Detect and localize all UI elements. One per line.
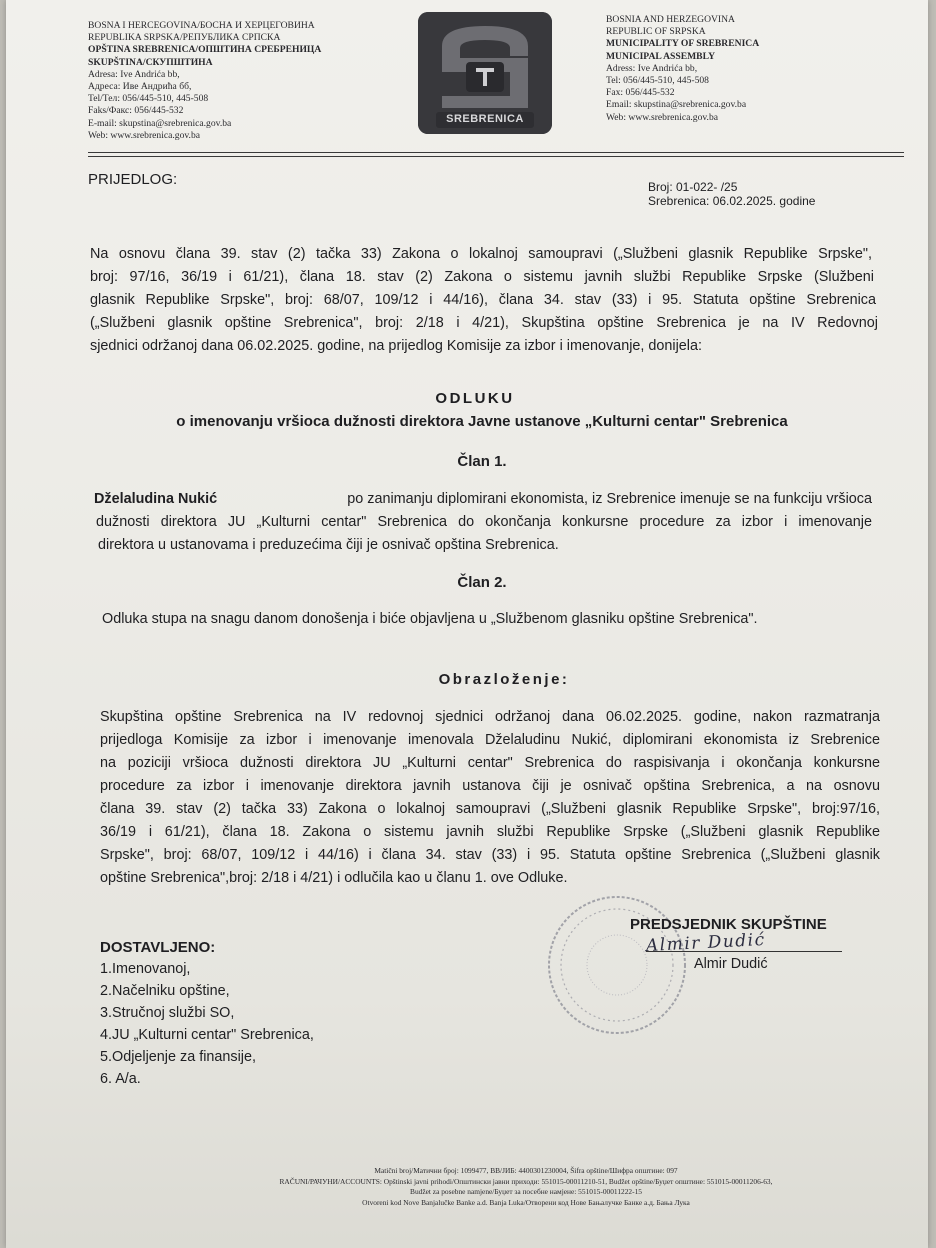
header-divider [88, 152, 904, 153]
rationale-line: opštine Srebrenica",broj: 2/18 i 4/21) i odlučila kao u članu 1. ove Odluke. [100, 870, 568, 886]
article-1-line: direktora u ustanovama i preduzećima čiji je osnivač opština Srebrenica. [98, 537, 559, 553]
letterhead-line: SKUPŠTINA/СКУПШТИНА [88, 56, 213, 68]
signature-title: PREDSJEDNIK SKUPŠTINE [630, 916, 827, 933]
article-1-line [94, 488, 872, 512]
document-page [6, 0, 928, 1248]
preamble-line: („Službeni glasnik opštine Srebrenica", broj: 2/18 i 4/21), Skupština opštine Srebrenica je na IV Redovnoj [90, 315, 878, 331]
signatory-name: Almir Dudić [694, 956, 768, 972]
letterhead-line: Fax: 056/445-532 [606, 87, 675, 99]
letterhead-line: Adresa: Ive Andrića bb, [88, 68, 180, 80]
article-2-title: Član 2. [457, 574, 507, 591]
letterhead-line: MUNICIPALITY OF SREBRENICA [606, 38, 760, 50]
preamble-line: Na osnovu člana 39. stav (2) tačka 33) Zakona o lokalnoj samoupravi („Službeni glasnik Republike Srpske", [90, 246, 872, 262]
rationale-title: Obrazloženje: [438, 671, 570, 688]
preamble-line: sjednici održanoj dana 06.02.2025. godine, na prijedlog Komisije za izbor i imenovanje, donijela: [90, 338, 702, 354]
municipality-emblem [418, 12, 552, 134]
footer-line: Matični broj/Матични број: 1099477, BB/ЈИБ: 4400301230004, Šifra opštine/Шифра општине: 097 [374, 1166, 678, 1175]
letterhead-line: BOSNIA AND HERZEGOVINA [606, 14, 735, 25]
letterhead-right [606, 14, 759, 124]
signature-line [646, 951, 842, 952]
letterhead-line: Faks/Факс: 056/445-532 [88, 105, 184, 117]
letterhead-line: Adress: Ive Andrića bb, [606, 62, 698, 74]
handwritten-signature: Almir Dudić [645, 929, 767, 957]
article-1-line: dužnosti direktora JU „Kulturni centar" Srebrenica do okončanja konkursne procedure za izbor i imenovanje [96, 514, 872, 530]
article-2-text: Odluka stupa na snagu danom donošenja i biće objavljena u „Službenom glasniku opštine Srebrenica". [102, 611, 758, 627]
distribution-title: DOSTAVLJENO: [100, 939, 216, 956]
letterhead-line: REPUBLIKA SRPSKA/РЕПУБЛИКА СРПСКА [88, 32, 281, 44]
preamble-line: glasnik Republike Srpske", broj: 68/07, 109/12 i 44/16), člana 34. stav (33) i 95. Statuta opštine Srebrenica [90, 292, 876, 308]
rationale-line: prijedloga Komisije za izbor i imenovanje imenovala Dželaludinu Nukić, diplomirani ekonomista iz Srebrenice [100, 732, 880, 748]
letterhead-line: MUNICIPAL ASSEMBLY [606, 50, 716, 62]
preamble-line: broj: 97/16, 36/19 i 61/21), člana 18. stav (2) Zakona o sistemu javnih službi Republike Srpske (Službeni [90, 269, 874, 285]
rationale-line: procedure za izbor i imenovanje direktora javnih ustanova čiji je osnivač opština Srebrenica, a na osnovu [100, 778, 880, 794]
distribution-item: 4.JU „Kulturni centar" Srebrenica, [100, 1027, 314, 1043]
decision-title: ODLUKU [435, 390, 515, 407]
letterhead-left [88, 20, 321, 142]
rationale-line: Srpske", broj: 68/07, 109/12 i 44/16) i člana 34. stav (33) i 95. Statuta opštine Srebrenica („Službeni glasnik [100, 847, 880, 863]
rationale-line: Skupština opštine Srebrenica na IV redovnoj sjednici održanoj dana 06.02.2025. godine, nakon razmatranja [100, 709, 880, 725]
rationale-line: 36/19 i 61/21), člana 18. Zakona o sistemu javnih službi Republike Srpske („Službeni glasnik Republike [100, 824, 880, 840]
letterhead-line: REPUBLIC OF SRPSKA [606, 26, 706, 38]
distribution-item: 5.Odjeljenje za finansije, [100, 1049, 256, 1065]
rationale-line: na poziciji vršioca dužnosti direktora JU „Kulturni centar" Srebrenica do raspisivanja i okončanja konkursne [100, 755, 880, 771]
footer-line: RAČUNI/РАЧУНИ/ACCOUNTS: Opštinski javni prihodi/Општински јавни приходи: 551015-00011210-51, Budžet opštine/Буџет општине: 551015-00011206-63, [279, 1176, 773, 1186]
appointee-name: Dželaludina Nukić [94, 491, 218, 507]
emblem-label: SREBRENICA [446, 113, 524, 125]
letterhead-line: E-mail: skupstina@srebrenica.gov.ba [88, 117, 232, 129]
letterhead-line: Web: www.srebrenica.gov.ba [88, 129, 200, 141]
letterhead-line: BOSNA I HERCEGOVINA/БОСНА И ХЕРЦЕГОВИНА [88, 20, 315, 31]
letterhead-line: Tel/Тел: 056/445-510, 445-508 [88, 93, 209, 105]
distribution-item: 2.Načelniku opštine, [100, 983, 230, 999]
decision-subtitle: o imenovanju vršioca dužnosti direktora Javne ustanove „Kulturni centar" Srebrenica [176, 413, 788, 430]
letterhead-line: OPŠTINA SREBRENICA/ОПШТИНА СРЕБРЕНИЦА [88, 44, 322, 56]
letterhead-line: Tel: 056/445-510, 445-508 [606, 75, 709, 87]
distribution-item: 3.Stručnoj službi SO, [100, 1005, 235, 1021]
letterhead-line: Email: skupstina@srebrenica.gov.ba [606, 99, 747, 111]
distribution-item: 6. A/a. [100, 1071, 141, 1087]
page-footer [206, 1166, 846, 1208]
rationale-line: člana 39. stav (2) tačka 33) Zakona o lokalnoj samoupravi („Službeni glasnik Republike Srpske", broj:97/16, [100, 801, 880, 817]
header-divider [88, 156, 904, 157]
reference-number: Broj: 01-022- /25 [648, 180, 738, 194]
footer-line: Otvoreni kod Nove Banjalučke Banke a.d. Banja Luka/Отворени код Нове Бањалучке Банке а.д. Бања Лука [362, 1197, 690, 1207]
distribution-item: 1.Imenovanoj, [100, 961, 191, 977]
letterhead-line: Web: www.srebrenica.gov.ba [606, 111, 718, 123]
place-date: Srebrenica: 06.02.2025. godine [648, 194, 816, 208]
footer-line: Budžet za posebne namjene/Буџет за посебне намјене: 551015-00011222-15 [410, 1187, 642, 1197]
letterhead-line: Адреса: Иве Андрића бб, [88, 81, 192, 93]
proposal-label: PRIJEDLOG: [88, 171, 178, 188]
article-1-title: Član 1. [457, 453, 507, 470]
article-1-text: po zanimanju diplomirani ekonomista, iz Srebrenice imenuje se na funkciju vršioca [347, 491, 872, 507]
